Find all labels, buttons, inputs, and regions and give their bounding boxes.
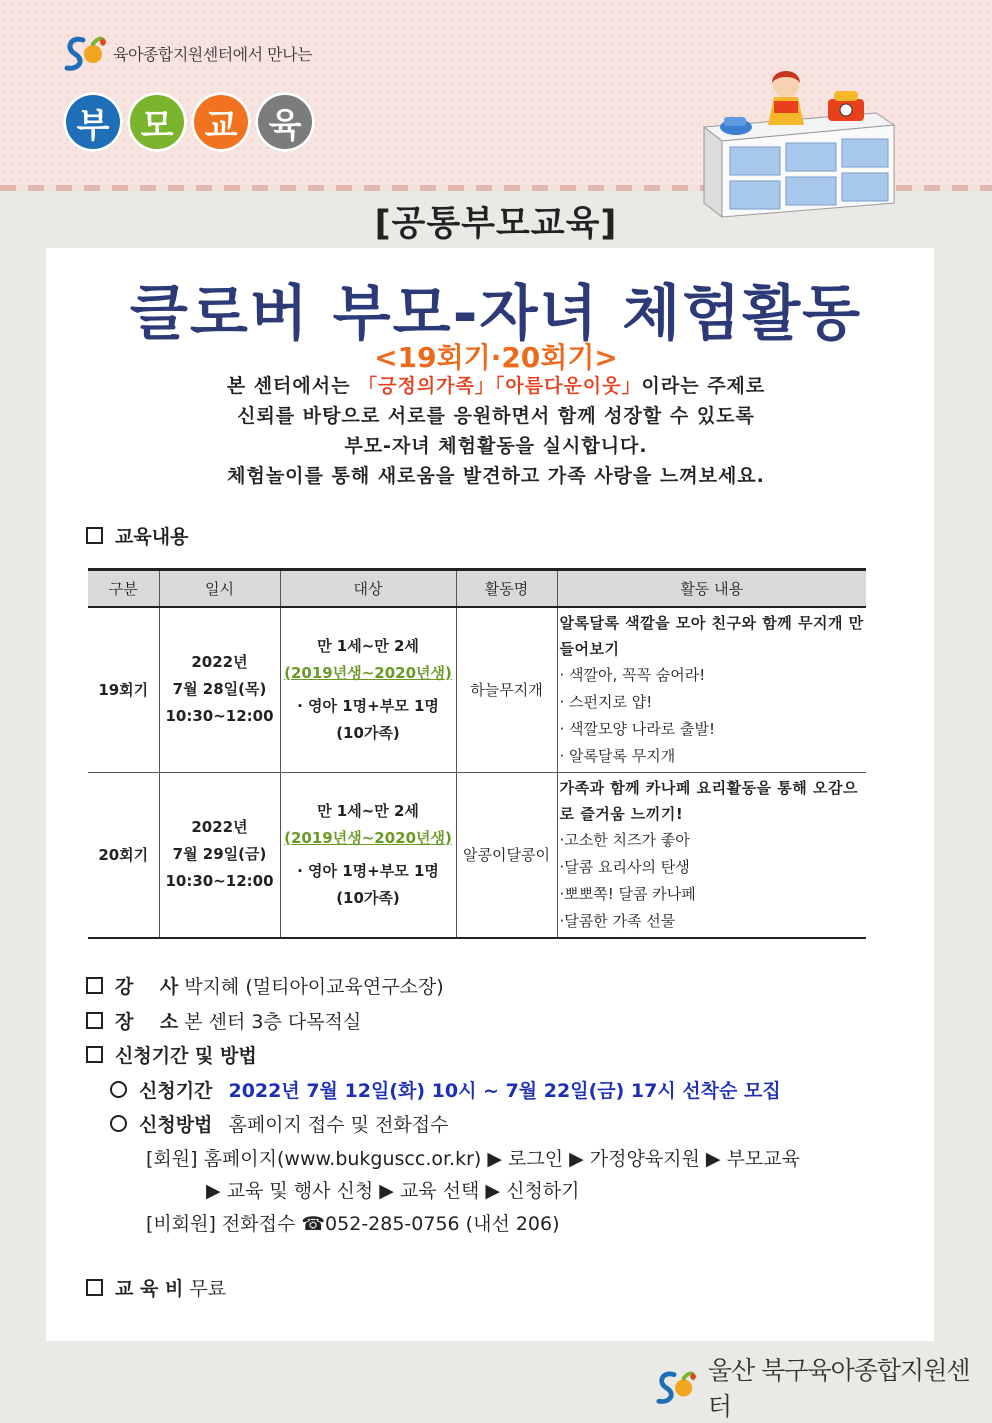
target-birth: (2019년생~2020년생) [284,828,452,847]
date-year: 2022년 [191,818,248,837]
footer-center-name: 울산 북구육아종합지원센터 [707,1356,970,1421]
section-title: [공통부모교육] [374,204,618,244]
target-age: 만 1세~만 2세 [317,636,419,655]
apply-period-value: 2022년 7월 12일(화) 10시 ~ 7월 22일(금) 17시 선착순 모집 [228,1080,781,1102]
apply-heading-label: 신청기간 및 방법 [115,1045,257,1067]
date-year: 2022년 [191,653,248,672]
intro-highlight: 「긍정의가족」 [358,375,495,397]
intro-line-2: 신뢰를 바탕으로 서로를 응원하면서 함께 성장할 수 있도록 [237,405,755,427]
intro-line-3: 부모-자녀 체험활동을 실시합니다. [344,435,648,457]
circle-bullet-icon [110,1115,127,1132]
parent-education-badges [63,92,319,152]
activity-cell: 알콩이달콩이 [456,772,557,938]
list-item: ·달콤한 가족 선물 [559,911,676,930]
date-time: 10:30~12:00 [165,872,274,891]
badge-circle: 교 [191,92,251,152]
center-logo [63,32,312,74]
fee-line [86,1274,226,1301]
target-people: · 영아 1명+부모 1명 [297,861,439,880]
content-lead: 가족과 함께 카나페 요리활동을 통해 오감으로 즐거움 느끼기! [559,778,858,823]
checkbox-square-icon [86,1046,103,1063]
instructor-value: 박지혜 (멀티아이교육연구소장) [184,976,444,998]
logo-caption: 육아종합지원센터에서 만나는 [113,44,313,64]
header-date: 일시 [159,570,280,608]
list-item: · 색깔아, 꼭꼭 숨어라! [559,666,706,684]
session-cell: 20회기 [88,772,159,938]
apply-method-label: 신청방법 [139,1114,213,1136]
intro-text: 이라는 주제로 [641,375,766,397]
place-label: 장 소 [115,1011,179,1033]
badge-circle: 모 [127,92,187,152]
list-item: · 알록달록 무지개 [559,747,676,765]
badge-circle: 부 [63,92,123,152]
target-family: (10가족) [336,888,400,907]
list-item: · 스펀지로 얍! [559,693,653,711]
content-cell [557,607,866,772]
intro-line-1 [0,371,992,398]
apply-method-value: 홈페이지 접수 및 전화접수 [228,1114,449,1136]
place-line [86,1007,361,1034]
date-cell [159,772,280,938]
circle-bullet-icon [110,1081,127,1098]
list-item: ·고소한 치즈가 좋아 [559,830,690,849]
checkbox-square-icon [86,527,103,544]
table-row [88,607,866,772]
footer-logo [652,1351,992,1423]
target-cell [280,772,456,938]
date-day: 7월 28일(목) [172,680,267,699]
target-birth: (2019년생~2020년생) [284,663,452,682]
badge-circle: 육 [255,92,315,152]
table-row [88,772,866,938]
apply-method-line [110,1110,448,1137]
apply-period-line [110,1076,781,1103]
page-title: 클로버 부모-자녀 체험활동 [129,279,863,349]
date-time: 10:30~12:00 [165,707,274,726]
target-family: (10가족) [336,723,400,742]
checkbox-square-icon [86,977,103,994]
instructor-label: 강 사 [115,976,179,998]
member-procedure-line-2: ▶ 교육 및 행사 신청 ▶ 교육 선택 ▶ 신청하기 [206,1180,580,1202]
checkbox-square-icon [86,1279,103,1296]
header-content: 활동 내용 [557,570,866,608]
target-cell [280,607,456,772]
center-logo-icon [652,1367,702,1407]
session-subtitle: <19회기·20회기> [374,341,618,374]
list-item: · 색깔모양 나라로 출발! [559,720,715,738]
header-session: 구분 [88,570,159,608]
intro-highlight: 「아름다운이웃」 [494,375,642,397]
intro-text: 본 센터에서는 [226,375,351,397]
intro-line-4: 체험놀이를 통해 새로움을 발견하고 가족 사랑을 느껴보세요. [227,465,765,487]
nonmember-line: [비회원] 전화접수 ☎052-285-0756 (내선 206) [146,1213,560,1235]
header-activity: 활동명 [456,570,557,608]
education-table [88,568,866,939]
center-logo-icon [63,32,109,74]
content-heading-label: 교육내용 [115,526,189,548]
member-procedure-line: [회원] 홈페이지(www.bukguscc.or.kr) ▶ 로그인 ▶ 가정양육지원 ▶ 부모교육 [146,1148,800,1170]
date-cell [159,607,280,772]
activity-cell: 하늘무지개 [456,607,557,772]
apply-period-label: 신청기간 [139,1080,213,1102]
fee-label: 교 육 비 [115,1278,184,1300]
target-age: 만 1세~만 2세 [317,801,419,820]
content-cell [557,772,866,938]
checkbox-square-icon [86,1012,103,1029]
list-item: ·뽀뽀쪽! 달콤 카나페 [559,884,696,903]
list-item: ·달콤 요리사의 탄생 [559,857,690,876]
place-value: 본 센터 3층 다목적실 [184,1011,362,1033]
date-day: 7월 29일(금) [172,845,267,864]
target-people: · 영아 1명+부모 1명 [297,696,439,715]
content-heading [86,522,188,549]
header-target: 대상 [280,570,456,608]
session-cell: 19회기 [88,607,159,772]
fee-value: 무료 [189,1278,227,1300]
apply-heading [86,1041,257,1068]
instructor-line [86,972,444,999]
content-lead: 알록달록 색깔을 모아 친구와 함께 무지개 만들어보기 [559,614,864,658]
